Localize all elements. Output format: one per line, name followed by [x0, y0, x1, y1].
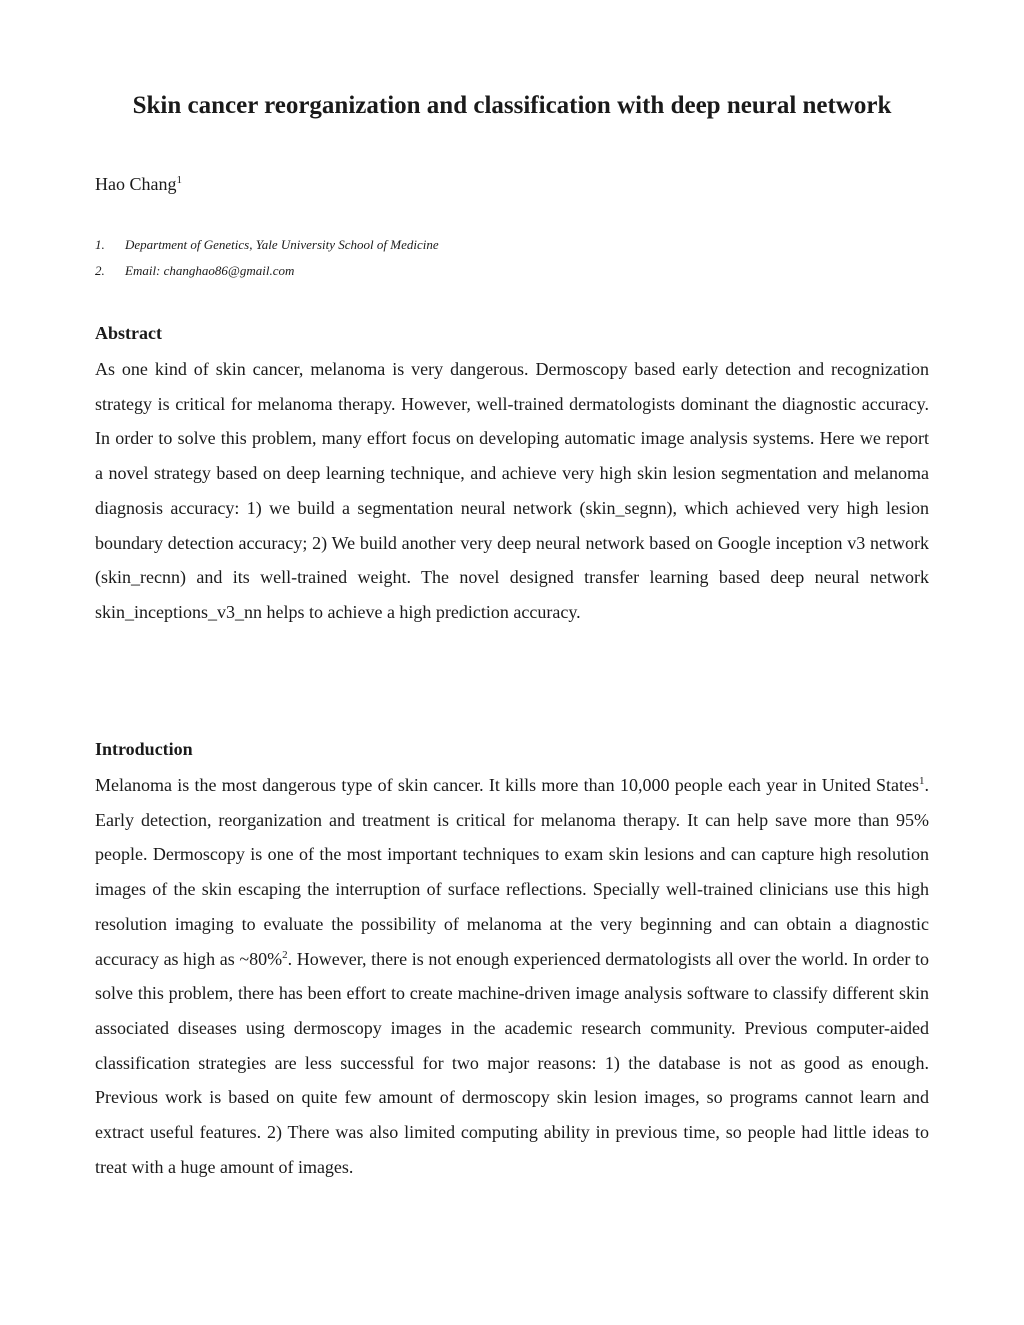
introduction-text-part: . However, there is not enough experienced dermatologists all over the world. In order to solve this problem, there has been effort to create machine-driven image analysis software to classify different skin associated diseases using dermoscopy images in the academic research community. Previous computer-aided classification strategies are less successful for two major reasons: 1) the database is not as good as enough. Previous work is based on quite few amount of dermoscopy skin lesion images, so programs cannot learn and extract useful features. 2) There was also limited computing ability in previous time, so people had little ideas to treat with a huge amount of images.: [95, 948, 929, 1177]
affiliation-item: [95, 262, 439, 288]
affiliation-number: 2.: [95, 263, 105, 278]
abstract-heading: Abstract: [95, 323, 162, 343]
affiliation-list: [95, 236, 439, 288]
author-line: [95, 174, 182, 195]
citation-mark: 1: [919, 775, 925, 787]
introduction-heading: Introduction: [95, 739, 193, 759]
paper-title: Skin cancer reorganization and classification with deep neural network: [132, 92, 892, 119]
introduction-body: [95, 768, 929, 1184]
author-name: Hao Chang: [95, 174, 177, 194]
introduction-text-part: . Early detection, reorganization and treatment is critical for melanoma therapy. It can help save more than 95% people. Dermoscopy is one of the most important techniques to exam skin lesions and can capture high resolution images of the skin escaping the interruption of surface reflections. Specially well-trained clinicians use this high resolution imaging to evaluate the possibility of melanoma at the very beginning and can obtain a diagnostic accuracy as high as ~80%: [95, 775, 929, 969]
abstract-body: As one kind of skin cancer, melanoma is very dangerous. Dermoscopy based early detection and recognization strategy is critical for melanoma therapy. However, well-trained dermatologists dominant the diagnostic accuracy. In order to solve this problem, many effort focus on developing automatic image analysis systems. Here we report a novel strategy based on deep learning technique, and achieve very high skin lesion segmentation and melanoma diagnosis accuracy: 1) we build a segmentation neural network (skin_segnn), which achieved very high lesion boundary detection accuracy; 2) We build another very deep neural network based on Google inception v3 network (skin_recnn) and its well-trained weight. The novel designed transfer learning based deep neural network skin_inceptions_v3_nn helps to achieve a high prediction accuracy.: [95, 359, 929, 622]
citation-mark: 2: [282, 948, 288, 961]
author-affiliation-mark: 1: [176, 174, 182, 186]
introduction-text-part: Melanoma is the most dangerous type of skin cancer. It kills more than 10,000 people each year in United States: [95, 775, 919, 795]
affiliation-number: 1.: [95, 237, 105, 252]
affiliation-item: [95, 236, 439, 262]
affiliation-text: Department of Genetics, Yale University School of Medicine: [125, 237, 439, 252]
affiliation-email: Email: changhao86@gmail.com: [125, 263, 295, 278]
